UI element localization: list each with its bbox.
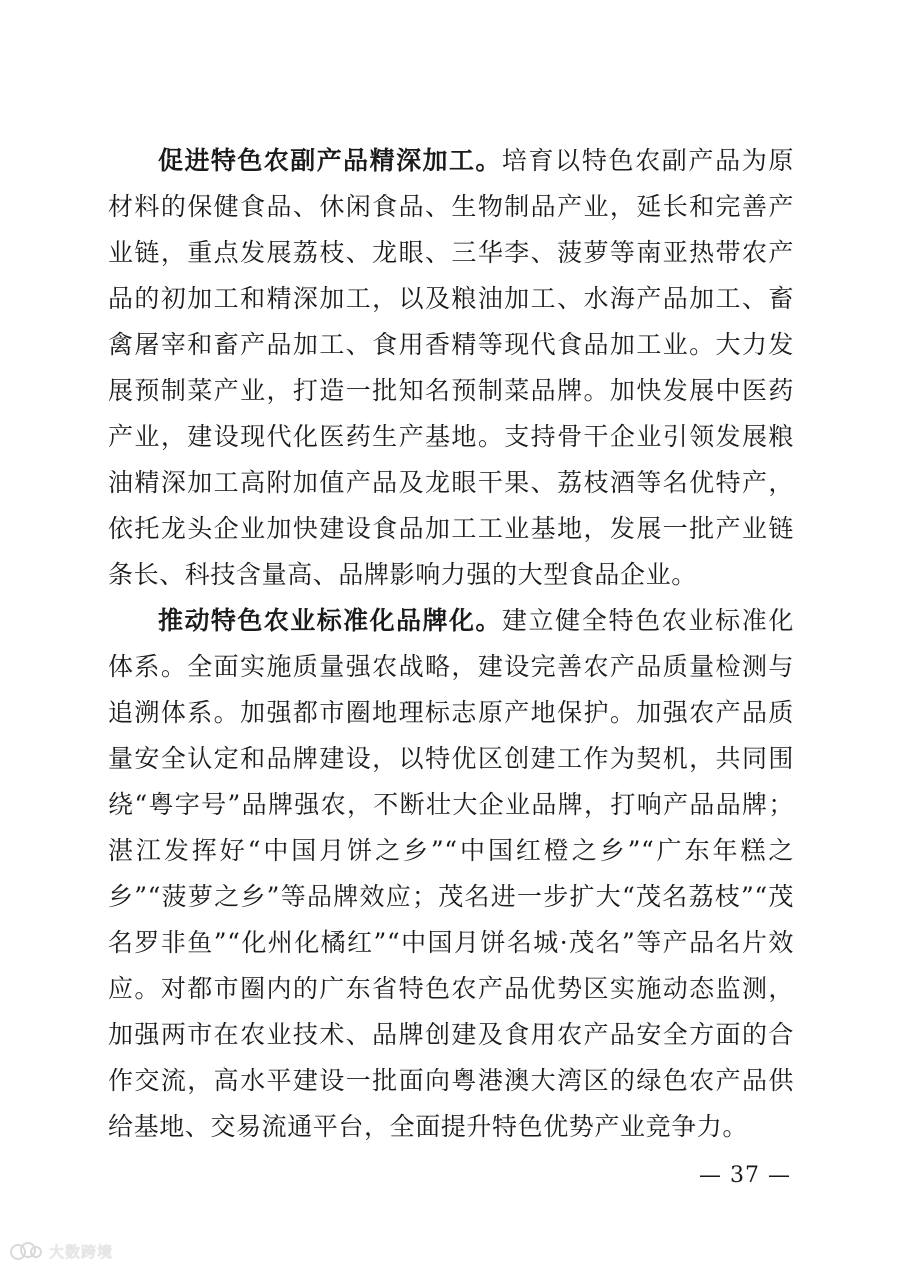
watermark [10,1240,113,1262]
watermark-text: 大数跨境 [49,1242,114,1261]
paragraph-standardization-branding [108,598,794,1150]
paragraph-text: 培育以特色农副产品为原材料的保健食品、休闲食品、生物制品产业，延长和完善产业链，重点发展荔枝、龙眼、三华李、菠萝等南亚热带农产品的初加工和精深加工，以及粮油加工、水海产品加工、畜禽屠宰和畜产品加工、食用香精等现代食品加工业。大力发展预制菜产业，打造一批知名预制菜品牌。加快发展中医药产业，建设现代化医药生产基地。支持骨干企业引领发展粮油精深加工高附加值产品及龙眼干果、荔枝酒等名优特产，依托龙头企业加快建设食品加工工业基地，发展一批产业链条长、科技含量高、品牌影响力强的大型食品企业。 [108,146,794,589]
paragraph-text: 建立健全特色农业标准化体系。全面实施质量强农战略，建设完善农产品质量检测与追溯体系。加强都市圈地理标志原产地保护。加强农产品质量安全认定和品牌建设，以特优区创建工作为契机，共同围绕“粤字号”品牌强农，不断壮大企业品牌，打响产品品牌；湛江发挥好“中国月饼之乡”“中国红橙之乡”“广东年糕之乡”“菠萝之乡”等品牌效应；茂名进一步扩大“茂名荔枝”“茂名罗非鱼”“化州化橘红”“中国月饼名城·茂名”等产品名片效应。对都市圈内的广东省特色农产品优势区实施动态监测，加强两市在农业技术、品牌创建及食用农产品安全方面的合作交流，高水平建设一批面向粤港澳大湾区的绿色农产品供给基地、交易流通平台，全面提升特色优势产业竞争力。 [108,606,794,1141]
paragraph-heading: 推动特色农业标准化品牌化。 [158,606,502,635]
document-body [108,138,794,1150]
paragraph-deep-processing [108,138,794,598]
brand-logo-icon [10,1240,44,1262]
page-number: — 37 — [699,1163,791,1188]
paragraph-heading: 促进特色农副产品精深加工。 [158,146,502,175]
